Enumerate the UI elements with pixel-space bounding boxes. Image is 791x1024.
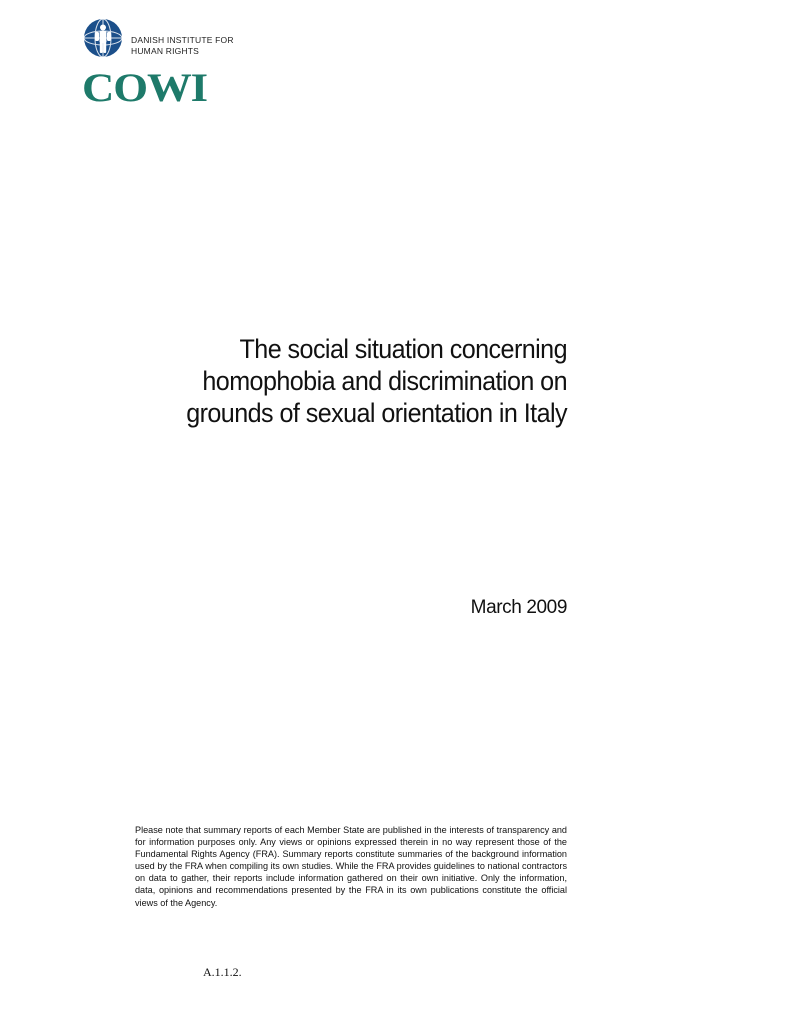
page-code: A.1.1.2. [203, 965, 242, 979]
dihr-globe-logo [83, 18, 123, 58]
dihr-name-line1: DANISH INSTITUTE FOR [131, 35, 234, 45]
report-title-line1: The social situation concerning [239, 334, 568, 364]
report-date: March 2009 [470, 597, 567, 618]
dihr-name-line2: HUMAN RIGHTS [131, 46, 200, 56]
report-title-line2: homophobia and discrimination on [202, 366, 567, 396]
disclaimer-text: Please note that summary reports of each Member State are published in the interests of transparency and for information purposes only. Any views or opinions expressed therein in no way represent those of the Fundamental Rights Agency (FRA). Summary reports constitute summaries of the background information used by the FRA when compiling its own studies. While the FRA provides guidelines to national contractors on data to gather, their reports include information gathered on their own initiative. Only the information, data, opinions and recommendations presented by the FRA in its own publications constitute the official views of the Agency. [135, 825, 567, 908]
report-title-line3: grounds of sexual orientation in Italy [186, 398, 567, 428]
report-title [121, 333, 567, 429]
cowi-logo: COWI [82, 65, 207, 110]
dihr-name [131, 35, 234, 57]
